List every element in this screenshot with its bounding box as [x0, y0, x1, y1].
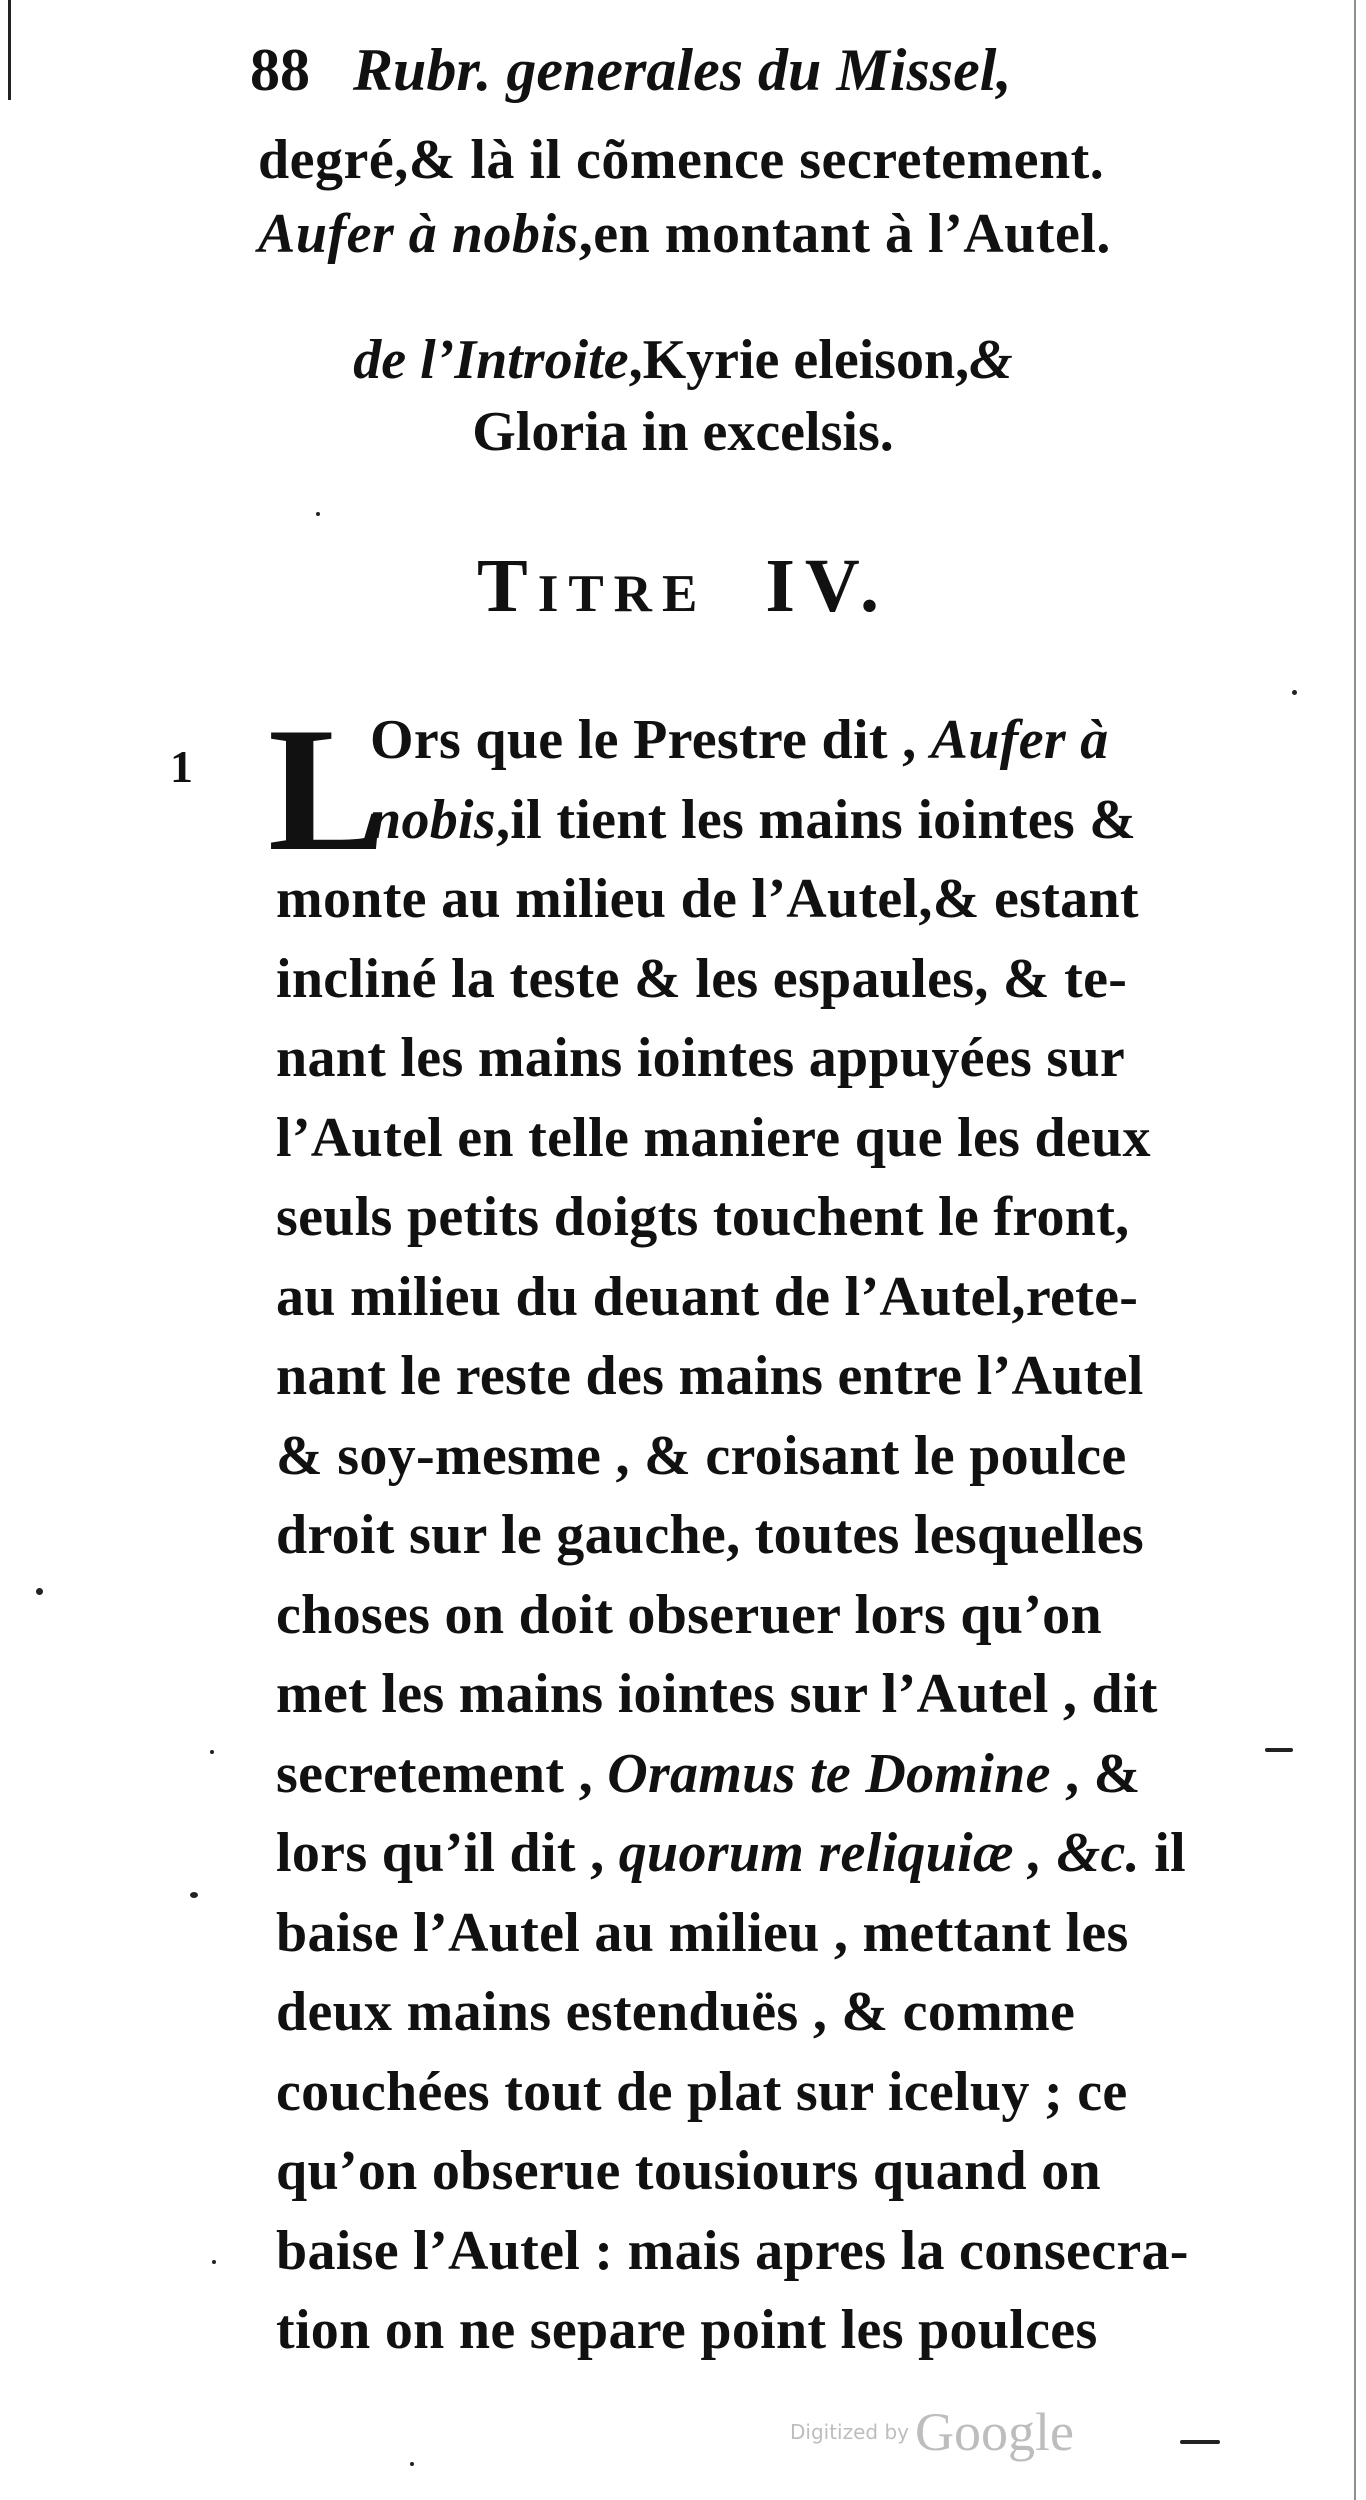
top-text-italic: Aufer à nobis	[258, 203, 579, 265]
body-line-plain: baise l’Autel : mais apres la consecra-	[276, 2220, 1189, 2282]
body-line	[276, 1981, 1076, 2043]
subheading-ampersand: &	[969, 329, 1013, 391]
body-line	[276, 1027, 1126, 1089]
body-line-plain: droit sur le gauche, toutes lesquelles	[276, 1504, 1144, 1566]
title-rest: itre	[537, 544, 708, 628]
body-line-plain: l’Autel en telle maniere que les deux	[276, 1107, 1151, 1169]
body-line	[276, 1584, 1102, 1646]
scan-speck	[410, 2462, 414, 2466]
scan-speck	[210, 1750, 214, 1754]
top-text-line-1	[258, 129, 1105, 191]
body-line-plain: nant le reste des mains entre l’Autel	[276, 1345, 1144, 1407]
body-line-plain: incliné la teste & les espaules, & te-	[276, 948, 1128, 1010]
page-number: 88	[250, 37, 310, 103]
subheading-line-2-text: Gloria in excelsis.	[472, 401, 894, 463]
drop-cap: L	[268, 690, 387, 888]
body-line-italic: nobis	[370, 789, 496, 851]
body-line-plain: secretement ,	[276, 1743, 608, 1805]
body-line-plain: qu’on obserue tousiours quand on	[276, 2140, 1101, 2202]
subheading-italic: de l’Introite	[353, 329, 629, 391]
body-line	[276, 1425, 1127, 1487]
margin-number: 1	[170, 741, 193, 792]
body-line	[276, 1902, 1129, 1964]
body-line	[276, 1345, 1144, 1407]
scan-speck	[1180, 2440, 1220, 2444]
body-line-after: il	[1139, 1822, 1187, 1884]
body-line-plain: & soy-mesme , & croisant le poulce	[276, 1425, 1127, 1487]
body-line	[276, 1743, 1141, 1805]
body-line	[276, 2061, 1128, 2123]
title-numeral: IV.	[765, 544, 889, 628]
body-line	[370, 789, 1137, 851]
top-text-line-1-text: degré,& là il cõmence secretement.	[258, 129, 1105, 191]
body-line	[276, 1822, 1187, 1884]
body-line	[370, 709, 1109, 771]
body-line-plain: au milieu du deuant de l’Autel,rete-	[276, 1266, 1139, 1328]
body-line-plain: tion on ne separe point les poulces	[276, 2299, 1098, 2361]
scan-speck	[36, 1588, 43, 1595]
body-line-plain: baise l’Autel au milieu , mettant les	[276, 1902, 1129, 1964]
body-line-after: , &	[1050, 1743, 1141, 1805]
scan-speck	[190, 1892, 198, 1898]
running-title: Rubr. generales du Missel,	[353, 37, 1012, 103]
body-line-italic: Aufer à	[930, 709, 1109, 771]
scan-speck	[212, 2260, 216, 2264]
body-line-italic: Oramus te Domine	[607, 1743, 1051, 1805]
body-line	[276, 1266, 1139, 1328]
body-line-plain: Ors que le Prestre dit ,	[370, 709, 931, 771]
scan-speck	[1292, 690, 1297, 695]
subheading-line-2	[0, 401, 1366, 463]
top-text-line-2	[258, 203, 1111, 265]
body-line-plain: nant les mains iointes appuyées sur	[276, 1027, 1126, 1089]
body-line	[276, 868, 1139, 930]
body-line-plain: seuls petits doigts touchent le front,	[276, 1186, 1130, 1248]
subheading-line-1	[0, 329, 1366, 391]
body-line-plain: lors qu’il dit ,	[276, 1822, 619, 1884]
scan-speck	[1265, 1748, 1293, 1752]
body-line	[276, 2299, 1098, 2361]
watermark-prefix: Digitized by	[790, 2420, 909, 2444]
body-line	[276, 1107, 1151, 1169]
top-text-rest: ,en montant à l’Autel.	[578, 203, 1111, 265]
scan-speck	[316, 512, 320, 516]
body-line	[276, 1504, 1144, 1566]
subheading-rest: ,Kyrie eleison,	[628, 329, 970, 391]
body-line-plain: met les mains iointes sur l’Autel , dit	[276, 1663, 1158, 1725]
body-line	[276, 2220, 1189, 2282]
body-line-plain: choses on doit obseruer lors qu’on	[276, 1584, 1102, 1646]
body-line-plain: monte au milieu de l’Autel,& estant	[276, 868, 1139, 930]
body-line-italic: quorum reliquiæ , &c.	[618, 1822, 1140, 1884]
google-logo: Google	[915, 2402, 1074, 2462]
section-title	[0, 544, 1366, 628]
body-line	[276, 1663, 1158, 1725]
body-line-plain: deux mains estenduës , & comme	[276, 1981, 1076, 2043]
body-line-after: ,il tient les mains iointes &	[496, 789, 1137, 851]
running-header	[250, 37, 1012, 103]
body-line	[276, 2140, 1101, 2202]
body-line	[276, 1186, 1130, 1248]
body-line-plain: couchées tout de plat sur iceluy ; ce	[276, 2061, 1128, 2123]
title-first-letter: T	[477, 544, 538, 628]
digitized-by-google-watermark	[790, 2402, 1074, 2462]
body-line	[276, 948, 1128, 1010]
